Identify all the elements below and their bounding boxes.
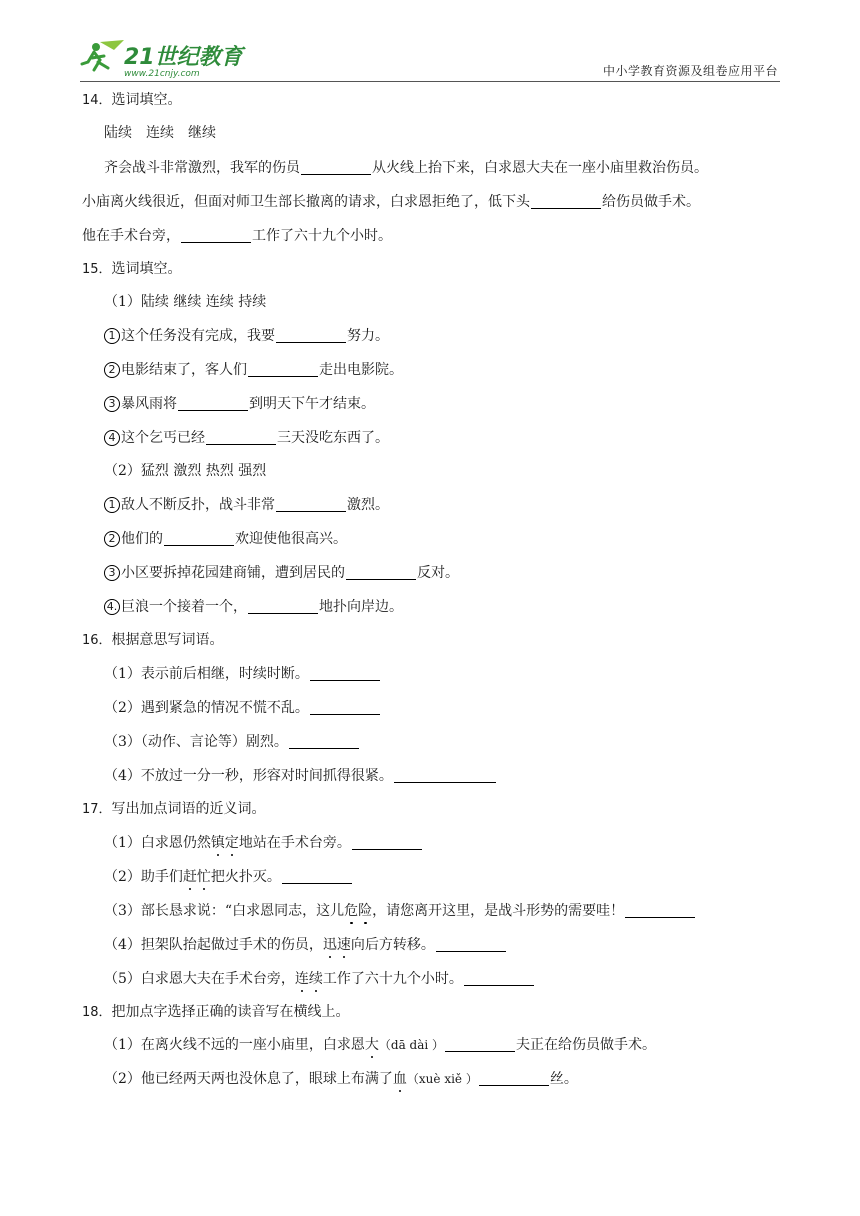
- q15-title: 15．选词填空。: [82, 261, 182, 277]
- q16-item: （4）不放过一分一秒，形容对时间抓得很紧。: [104, 766, 497, 786]
- svg-text:21世纪教育: 21世纪教育: [124, 45, 243, 70]
- q15-item: 2 他们的 欢迎使他很高兴。: [104, 529, 347, 549]
- header-tagline: 中小学教育资源及组卷应用平台: [602, 64, 778, 78]
- q18-item: （1）在离火线不远的一座小庙里，白求恩大（dā dài ） 夫正在给伤员做手术。: [104, 1037, 657, 1053]
- q15-part2-word-bank: （2）猛烈 激烈 热烈 强烈: [104, 463, 267, 479]
- q15-item: 4. 巨浪一个接着一个， 地扑向岸边。: [104, 597, 403, 617]
- answer-blank[interactable]: [276, 328, 346, 343]
- header-divider: [80, 81, 780, 82]
- answer-blank[interactable]: [310, 700, 380, 715]
- q16-item: （3）（动作、言论等）剧烈。: [104, 732, 360, 752]
- q17-item: （3）部长恳求说：“白求恩同志，这儿危险，请您离开这里，是战斗形势的需要哇！: [104, 901, 696, 921]
- q15-item: 2 电影结束了，客人们 走出电影院。: [104, 360, 403, 380]
- answer-blank[interactable]: [289, 734, 359, 749]
- q15-item: 3 暴风雨将 到明天下午才结束。: [104, 394, 375, 414]
- svg-text:www.21cnjy.com: www.21cnjy.com: [124, 69, 200, 79]
- answer-blank[interactable]: [625, 903, 695, 918]
- q15-item: 4 这个乞丐已经 三天没吃东西了。: [104, 428, 389, 448]
- answer-blank[interactable]: [310, 666, 380, 681]
- 21cnjy-logo: [80, 38, 250, 80]
- answer-blank[interactable]: [248, 599, 318, 614]
- q17-title: 17．写出加点词语的近义词。: [82, 801, 266, 817]
- q16-item: （1）表示前后相继，时续时断。: [104, 664, 381, 684]
- answer-blank[interactable]: [301, 160, 371, 175]
- q15-item: 3 小区要拆掉花园建商铺，遭到居民的 反对。: [104, 563, 459, 583]
- q14-passage-line: 齐会战斗非常激烈，我军的伤员 从火线上抬下来，白求恩大夫在一座小庙里救治伤员。: [104, 160, 708, 176]
- answer-blank[interactable]: [436, 937, 506, 952]
- q14-passage-line: 他在手术台旁， 工作了六十九个小时。: [82, 228, 392, 244]
- answer-blank[interactable]: [531, 194, 601, 209]
- answer-blank[interactable]: [445, 1037, 515, 1052]
- q15-part1-word-bank: （1）陆续 继续 连续 持续: [104, 294, 267, 310]
- q18-title: 18．把加点字选择正确的读音写在横线上。: [82, 1004, 350, 1020]
- q14-passage-line: 小庙离火线很近，但面对师卫生部长撤离的请求，白求恩拒绝了，低下头 给伤员做手术。: [82, 194, 700, 210]
- answer-blank[interactable]: [206, 430, 276, 445]
- q17-item: （1）白求恩仍然镇定地站在手术台旁。: [104, 833, 423, 853]
- q17-item: （2）助手们赶忙把火扑灭。: [104, 867, 353, 887]
- q14-word-bank: 陆续 连续 继续: [104, 125, 216, 141]
- page-header: [80, 38, 780, 84]
- answer-blank[interactable]: [164, 531, 234, 546]
- answer-blank[interactable]: [181, 228, 251, 243]
- q18-item: （2）他已经两天两也没休息了，眼球上布满了血（xuè xiě ） 丝。: [104, 1071, 578, 1087]
- q15-item: 1 敌人不断反扑，战斗非常 激烈。: [104, 495, 389, 515]
- answer-blank[interactable]: [464, 971, 534, 986]
- q16-title: 16．根据意思写词语。: [82, 632, 224, 648]
- q14-title: 14．选词填空。: [82, 92, 182, 108]
- q17-item: （5）白求恩大夫在手术台旁，连续工作了六十九个小时。: [104, 969, 535, 989]
- q15-item: 1 这个任务没有完成，我要 努力。: [104, 326, 389, 346]
- q17-item: （4）担架队抬起做过手术的伤员，迅速向后方转移。: [104, 935, 507, 955]
- answer-blank[interactable]: [352, 835, 422, 850]
- answer-blank[interactable]: [282, 869, 352, 884]
- answer-blank[interactable]: [276, 497, 346, 512]
- answer-blank[interactable]: [394, 768, 496, 783]
- q16-item: （2）遇到紧急的情况不慌不乱。: [104, 698, 381, 718]
- answer-blank[interactable]: [178, 396, 248, 411]
- answer-blank[interactable]: [479, 1071, 549, 1086]
- answer-blank[interactable]: [248, 362, 318, 377]
- answer-blank[interactable]: [346, 565, 416, 580]
